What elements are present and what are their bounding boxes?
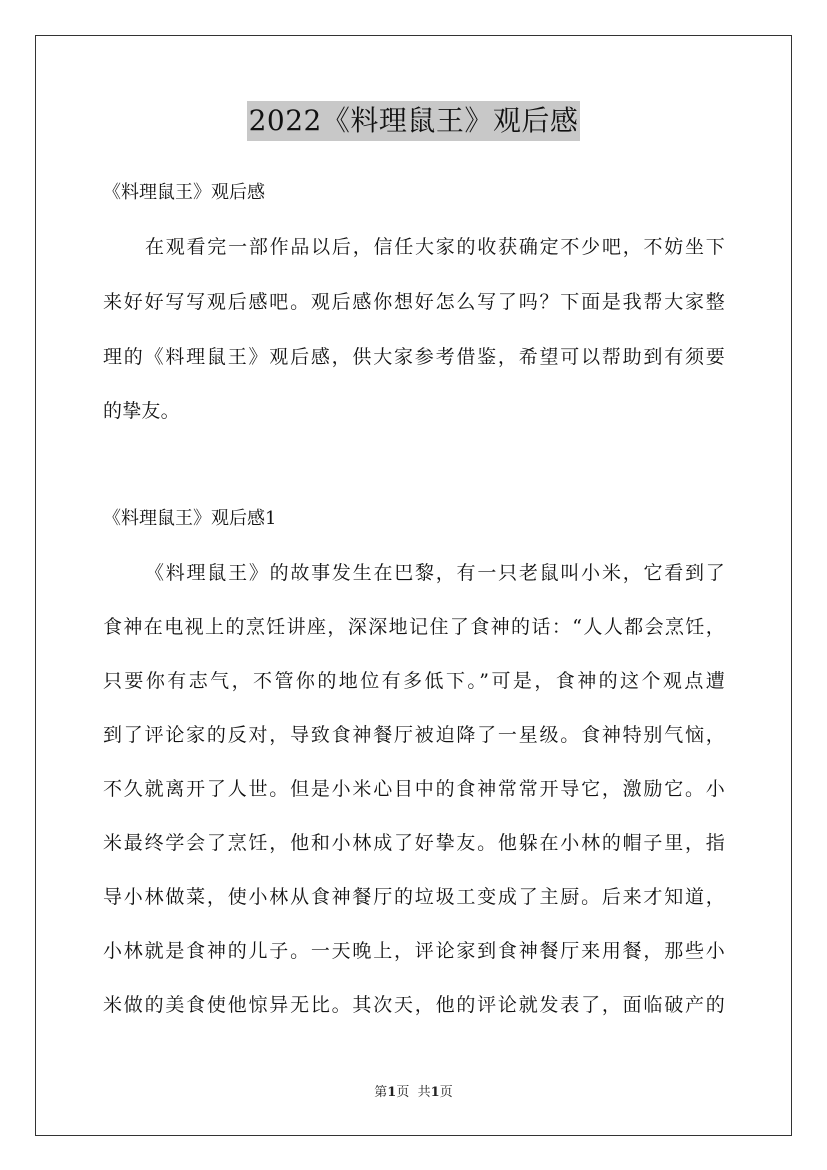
page-footer (0, 1084, 827, 1102)
essay-line: 只要你有志气，不管你的地位有多低下。”可是，食神的这个观点遭 (103, 670, 725, 692)
essay-line: 不久就离开了人世。但是小米心目中的食神常常开导它，激励它。小 (103, 778, 725, 800)
intro-line: 理的《料理鼠王》观后感，供大家参考借鉴，希望可以帮助到有须要 (103, 346, 725, 368)
intro-line: 在观看完一部作品以后，信任大家的收获确定不少吧，不妨坐下 (145, 236, 725, 258)
total-prefix: 共 (417, 1085, 431, 1100)
page-prefix: 第 (374, 1085, 388, 1100)
essay-line: 到了评论家的反对，导致食神餐厅被迫降了一星级。食神特别气恼， (103, 724, 725, 746)
essay-line: 导小林做菜，使小林从食神餐厅的垃圾工变成了主厨。后来才知道， (103, 886, 725, 908)
document-title-wrap (0, 101, 827, 141)
essay-line: 《料理鼠王》的故事发生在巴黎，有一只老鼠叫小米，它看到了 (145, 562, 725, 584)
essay-heading: 《料理鼠王》观后感1 (103, 508, 277, 529)
total-pages: 1 (430, 1085, 440, 1100)
document-title: 2022《料理鼠王》观后感 (247, 101, 581, 141)
page-number: 1 (387, 1085, 397, 1100)
essay-line: 米做的美食使他惊异无比。其次天，他的评论就发表了，面临破产的 (103, 994, 725, 1016)
page-suffix: 页 (396, 1085, 410, 1100)
essay-line: 小林就是食神的儿子。一天晚上，评论家到食神餐厅来用餐，那些小 (103, 940, 725, 962)
total-suffix: 页 (439, 1085, 453, 1100)
intro-line: 的挚友。 (103, 400, 180, 422)
intro-line: 来好好写写观后感吧。观后感你想好怎么写了吗？下面是我帮大家整 (103, 291, 725, 313)
section-heading: 《料理鼠王》观后感 (103, 182, 265, 203)
essay-line: 食神在电视上的烹饪讲座，深深地记住了食神的话：“人人都会烹饪， (103, 616, 725, 638)
essay-line: 米最终学会了烹饪，他和小林成了好挚友。他躲在小林的帽子里，指 (103, 832, 725, 854)
